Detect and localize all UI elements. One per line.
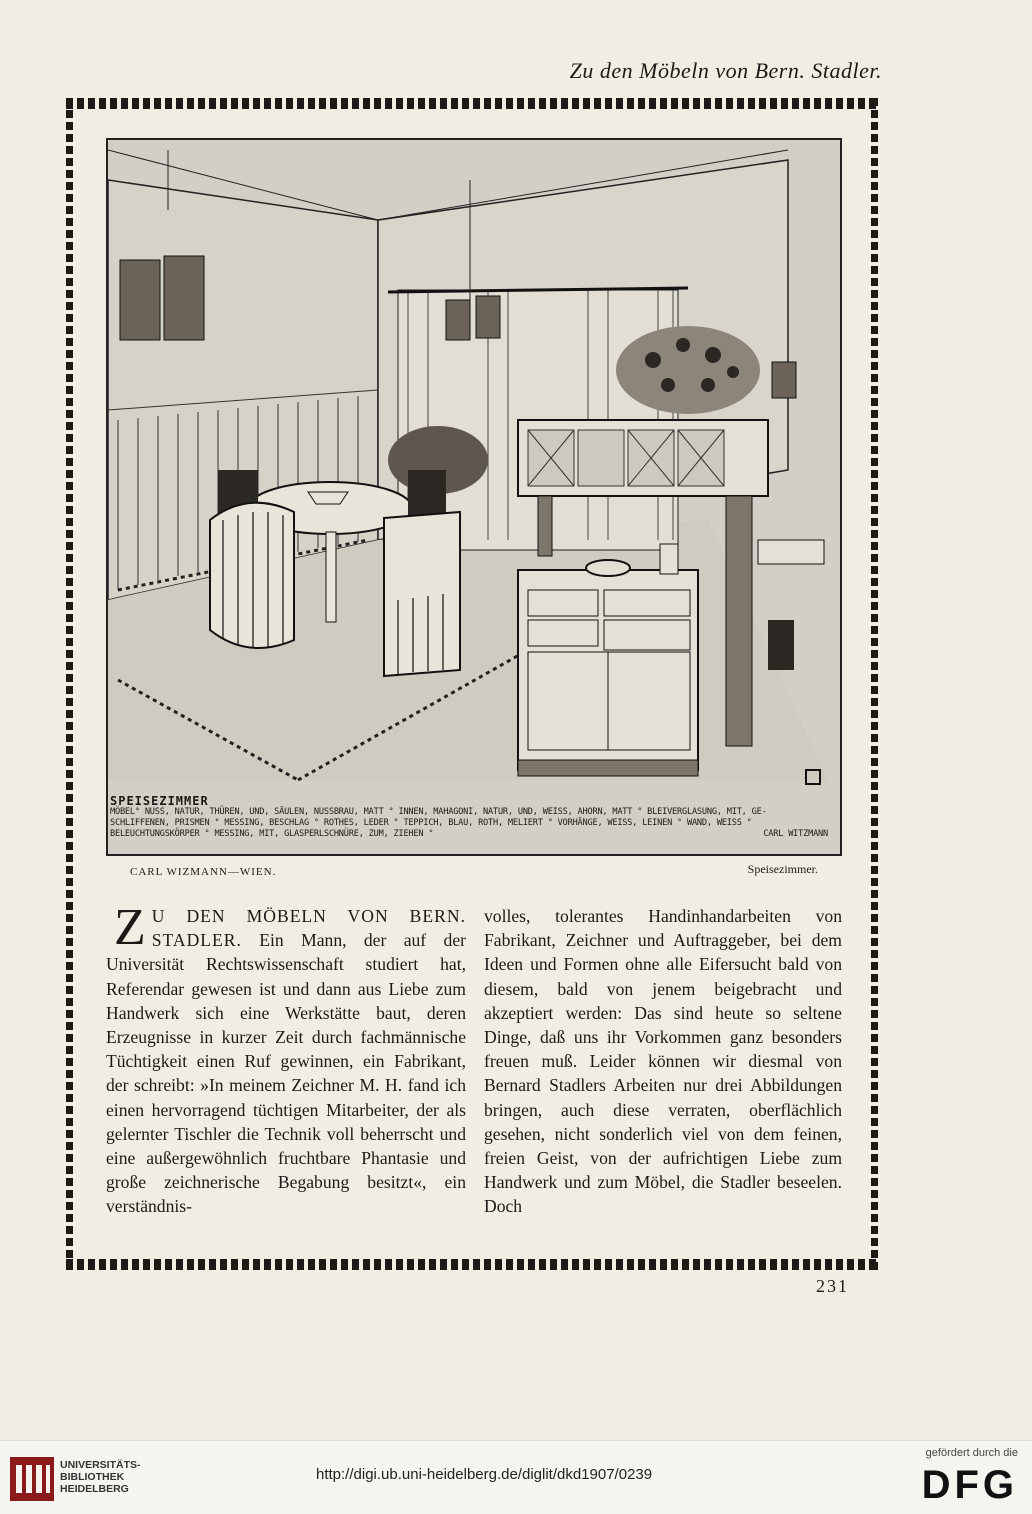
source-url-link[interactable]: http://digi.ub.uni-heidelberg.de/diglit/dkd1907/0239 [316, 1466, 653, 1483]
dropcap: Z [114, 899, 146, 956]
page-number: 231 [816, 1276, 849, 1296]
legend-signature: CARL WITZMANN [763, 829, 828, 839]
running-head: Zu den Möbeln von Bern. Stadler. [569, 58, 882, 83]
border-right [871, 98, 878, 1270]
library-name-line: UNIVERSITÄTS- [60, 1459, 141, 1471]
library-name-line: BIBLIOTHEK [60, 1471, 125, 1483]
article-heading: U DEN MÖBELN VON BERN. STADLER. [151, 906, 466, 951]
legend-line: BELEUCHTUNGSKÖRPER ° MESSING, MIT, GLASPERLSCHNÜRE, ZUM, ZIEHEN ° [110, 829, 434, 839]
article-column-right [484, 904, 842, 1219]
illustration-plate [106, 138, 842, 856]
library-name[interactable] [60, 1459, 141, 1495]
legend-line: MÖBEL° NUSS, NATUR, THÜREN, UND, SÄULEN, NUSSBRAU, MATT ° INNEN, MAHAGONI, NATUR, UND, WEISS, AHORN, MATT ° BLEIVERGLASUNG, MIT, GE- [110, 807, 767, 817]
article-text-left: Ein Mann, der auf der Universität Rechtswissenschaft studiert hat, Referendar gewesen ist und dann aus Liebe zum Handwerk sich eine Werkstätte baut, deren Erzeugnisse in kurzer Zeit durch fachmännische Tüchtigkeit einen Ruf gewinnen, ein Fabrikant, der schreibt: »In meinem Zeichner M. H. fand ich einen hervorragend tüchtigen Mitarbeiter, der als gelernter Tischler die Technik voll beherrscht und eine außergewöhnlich fruchtbare Phantasie und große zeichnerische Begabung besitzt«, ein verständnis- [106, 930, 466, 1217]
legend-line: SCHLIFFENEN, PRISMEN ° MESSING, BESCHLAG ° ROTHES, LEDER ° TEPPICH, BLAU, ROTH, MELIERT ° VORHÄNGE, WEISS, LEINEN ° WAND, WEISS ° [110, 818, 752, 828]
footer-bar [0, 1440, 1032, 1514]
caption-title: Speisezimmer. [747, 862, 818, 876]
dfg-logo[interactable]: DFG [921, 1463, 1018, 1507]
dining-room-illustration [108, 140, 836, 796]
sponsor-caption: gefördert durch die [925, 1447, 1018, 1459]
legend-title: SPEISEZIMMER [110, 796, 209, 808]
border-top [66, 98, 878, 109]
university-library-logo-icon[interactable] [10, 1457, 54, 1501]
article-column-left [106, 899, 466, 1219]
border-bottom [66, 1259, 878, 1270]
library-name-line: HEIDELBERG [60, 1483, 129, 1495]
border-left [66, 98, 73, 1270]
plate-legend [110, 796, 834, 840]
caption-artist: CARL WIZMANN—WIEN. [130, 866, 277, 878]
article-text-right: volles, tolerantes Handinhandarbeiten von Fabrikant, Zeichner und Auftraggeber, bei dem Ideen und Formen ohne alle Eifersucht bald von diesem, bald von jenem beigebracht und akzeptiert werden: Das sind heute so seltene Dinge, daß uns ihr Vorkommen ganz besonders freuen muß. Leider können wir diesmal von Bernard Stadlers Arbeiten nur drei Abbildungen bringen, auch diese verraten, oberflächlich gesehen, nicht sonderlich viel von dem feinen, freien Geist, von der aufrichtigen Liebe zum Handwerk und zum Möbel, die Stadler beseelen. Doch [484, 906, 842, 1217]
